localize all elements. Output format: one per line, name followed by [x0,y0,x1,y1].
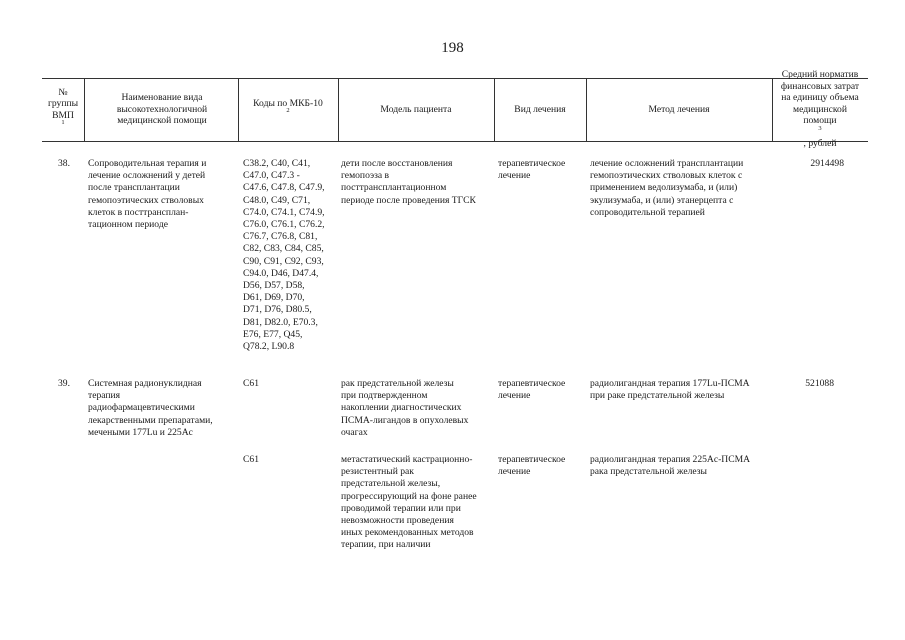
header-treatment-type: Вид лечения [514,103,566,115]
patient-model-text: метастатический кастрационно- резистентный рак предстательной железы, прогрессирующий на фоне ранее проводимой терапии или при невозможности проведения иных рекомендованных методов терапии, при наличии [341,454,477,551]
row-number: 38. [58,158,70,169]
treatment-method-text: радиолигандная терапия 177Lu-ПСМА при раке предстательной железы [590,378,750,402]
patient-model-text: дети после восстановления гемопоэза в посттрансплантационном периоде после проведения ТГСК [341,158,476,206]
treatment-method-text: лечение осложнений трансплантации гемопоэтических стволовых клеток с применением ведолизумаба, и (или) экулизумаба, и (или) этанерцепта с сопроводительной терапией [590,158,744,218]
header-care-name: Наименование вида высокотехнологичной медицинской помощи [116,92,208,127]
treatment-type-text: терапевтическое лечение [498,158,566,182]
treatment-type-text: терапевтическое лечение [498,454,566,478]
header-group-number: № группы ВМП $^1$ [47,86,79,126]
column-rule [84,78,85,141]
care-name-text: Сопроводительная терапия и лечение осложнений у детей после трансплантации гемопоэтических стволовых клеток в посттрансплан- тационном периоде [88,158,207,231]
header-average-cost: Средний норматив финансовых затрат на единицу объема медицинской помощи $^3$ , рублей [780,69,860,150]
treatment-type-text: терапевтическое лечение [498,378,566,402]
row-number: 39. [58,378,70,389]
treatment-method-text: радиолигандная терапия 225Ac-ПСМА рака предстательной железы [590,454,751,478]
icd-codes-text: C38.2, C40, C41, C47.0, C47.3 - C47.6, C47.8, C47.9, C48.0, C49, C71, C74.0, C74.1, C74.9, C76.0, C76.1, C76.2, C76.7, C76.8, C81, C82, C83, C84, C85, C90, C91, C92, C93, C94.0, D46, D47.4, D56, D57, D58, D61, D69, D70, D71, D76, D80.5, D81, D82.0, E70.3, E76, E77, Q45, Q78.2, L90.8 [243,158,325,353]
page-number: 198 [441,40,464,56]
patient-model-text: рак предстательной железы при подтвержденном накоплении диагностических ПСМА-лигандов в опухолевых очагах [341,378,469,438]
average-cost-value: 521088 [805,378,834,389]
header-treatment-method: Метод лечения [648,103,710,115]
header-bottom-rule [42,141,868,142]
header-patient-model: Модель пациента [380,103,452,115]
icd-codes-text: C61 [243,378,259,389]
header-icd-codes: Коды по МКБ-10 $^2$ [253,98,323,115]
icd-codes-text: C61 [243,454,259,465]
average-cost-value: 2914498 [810,158,844,169]
care-name-text: Системная радионуклидная терапия радиофармацевтическими лекарственными препаратами, мечеными 177Lu и 225Ac [88,378,213,438]
